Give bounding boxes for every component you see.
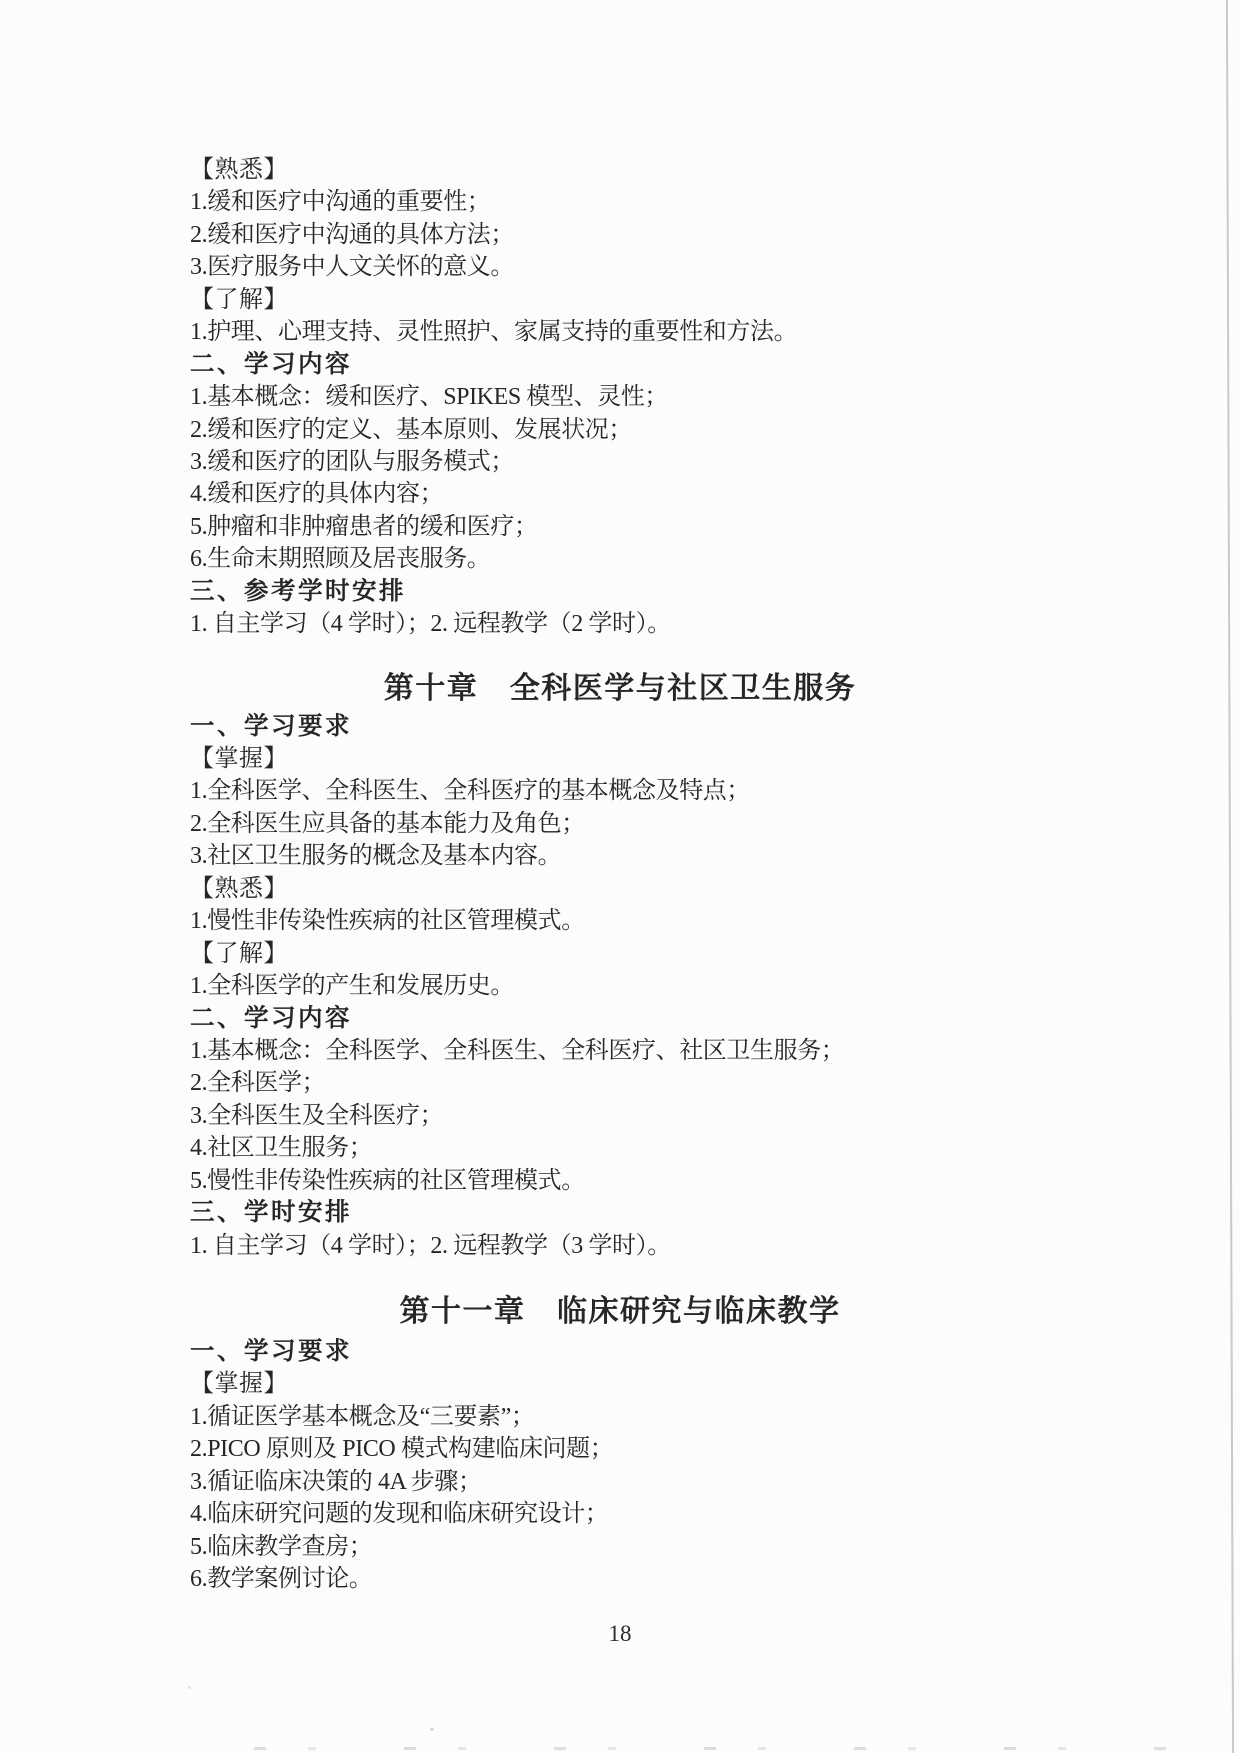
page-content xyxy=(0,154,1240,1596)
list-item: 3.医疗服务中人文关怀的意义。 xyxy=(190,254,514,281)
section-heading-learning-requirements: 一、学习要求 xyxy=(190,1338,352,1365)
list-item: 1.基本概念：全科医学、全科医生、全科医疗、社区卫生服务； xyxy=(190,1037,845,1064)
list-item: 1.全科医学的产生和发展历史。 xyxy=(190,973,514,1000)
hours-schedule: 1. 自主学习（4 学时）；2. 远程教学（2 学时）。 xyxy=(190,611,671,638)
list-item: 2.PICO 原则及 PICO 模式构建临床问题； xyxy=(190,1436,614,1463)
hours-schedule: 1. 自主学习（4 学时）；2. 远程教学（3 学时）。 xyxy=(190,1232,671,1259)
list-item: 1.缓和医疗中沟通的重要性； xyxy=(190,189,491,216)
requirement-label-master: 【掌握】 xyxy=(190,746,288,772)
list-item: 1.基本概念：缓和医疗、SPIKES 模型、灵性； xyxy=(190,384,669,411)
scan-speck xyxy=(430,1728,434,1731)
list-item: 2.全科医学； xyxy=(190,1070,326,1097)
section-heading-learning-content: 二、学习内容 xyxy=(190,1004,352,1032)
section-heading-learning-content: 二、学习内容 xyxy=(190,350,352,378)
list-item: 6.教学案例讨论。 xyxy=(190,1566,373,1593)
list-item: 4.临床研究问题的发现和临床研究设计； xyxy=(190,1501,609,1528)
scan-noise-bottom xyxy=(220,1747,1200,1750)
list-item: 1.全科医学、全科医生、全科医疗的基本概念及特点； xyxy=(190,778,750,805)
list-item: 4.缓和医疗的具体内容； xyxy=(190,481,444,508)
scan-speck xyxy=(188,1686,191,1689)
list-item: 1.护理、心理支持、灵性照护、家属支持的重要性和方法。 xyxy=(190,319,798,346)
list-item: 3.循证临床决策的 4A 步骤； xyxy=(190,1468,482,1495)
list-item: 3.全科医生及全科医疗； xyxy=(190,1102,444,1129)
list-item: 2.全科医生应具备的基本能力及角色； xyxy=(190,810,585,837)
requirement-label-familiar: 【熟悉】 xyxy=(190,157,288,183)
list-item: 2.缓和医疗的定义、基本原则、发展状况； xyxy=(190,416,632,443)
chapter-11-heading: 第十一章 临床研究与临床教学 xyxy=(399,1295,841,1328)
list-item: 5.肿瘤和非肿瘤患者的缓和医疗； xyxy=(190,513,538,540)
section-heading-learning-requirements: 一、学习要求 xyxy=(190,712,352,740)
list-item: 2.缓和医疗中沟通的具体方法； xyxy=(190,221,514,248)
list-item: 3.缓和医疗的团队与服务模式； xyxy=(190,448,514,475)
list-item: 6.生命末期照顾及居丧服务。 xyxy=(190,546,491,573)
list-item: 1.循证医学基本概念及“三要素”； xyxy=(190,1403,535,1430)
requirement-label-familiar: 【熟悉】 xyxy=(190,875,288,902)
list-item: 5.临床教学查房； xyxy=(190,1533,373,1560)
requirement-label-understand: 【了解】 xyxy=(190,286,288,313)
list-item: 3.社区卫生服务的概念及基本内容。 xyxy=(190,843,562,870)
requirement-label-understand: 【了解】 xyxy=(190,940,288,967)
section-heading-hours: 三、参考学时安排 xyxy=(190,577,406,605)
chapter-10-heading: 第十章 全科医学与社区卫生服务 xyxy=(383,671,857,705)
section-heading-hours: 三、学时安排 xyxy=(190,1199,352,1227)
page-number: 18 xyxy=(608,1621,632,1646)
list-item: 5.慢性非传染性疾病的社区管理模式。 xyxy=(190,1167,585,1194)
list-item: 1.慢性非传染性疾病的社区管理模式。 xyxy=(190,908,585,935)
requirement-label-master: 【掌握】 xyxy=(190,1371,288,1398)
list-item: 4.社区卫生服务； xyxy=(190,1135,373,1162)
